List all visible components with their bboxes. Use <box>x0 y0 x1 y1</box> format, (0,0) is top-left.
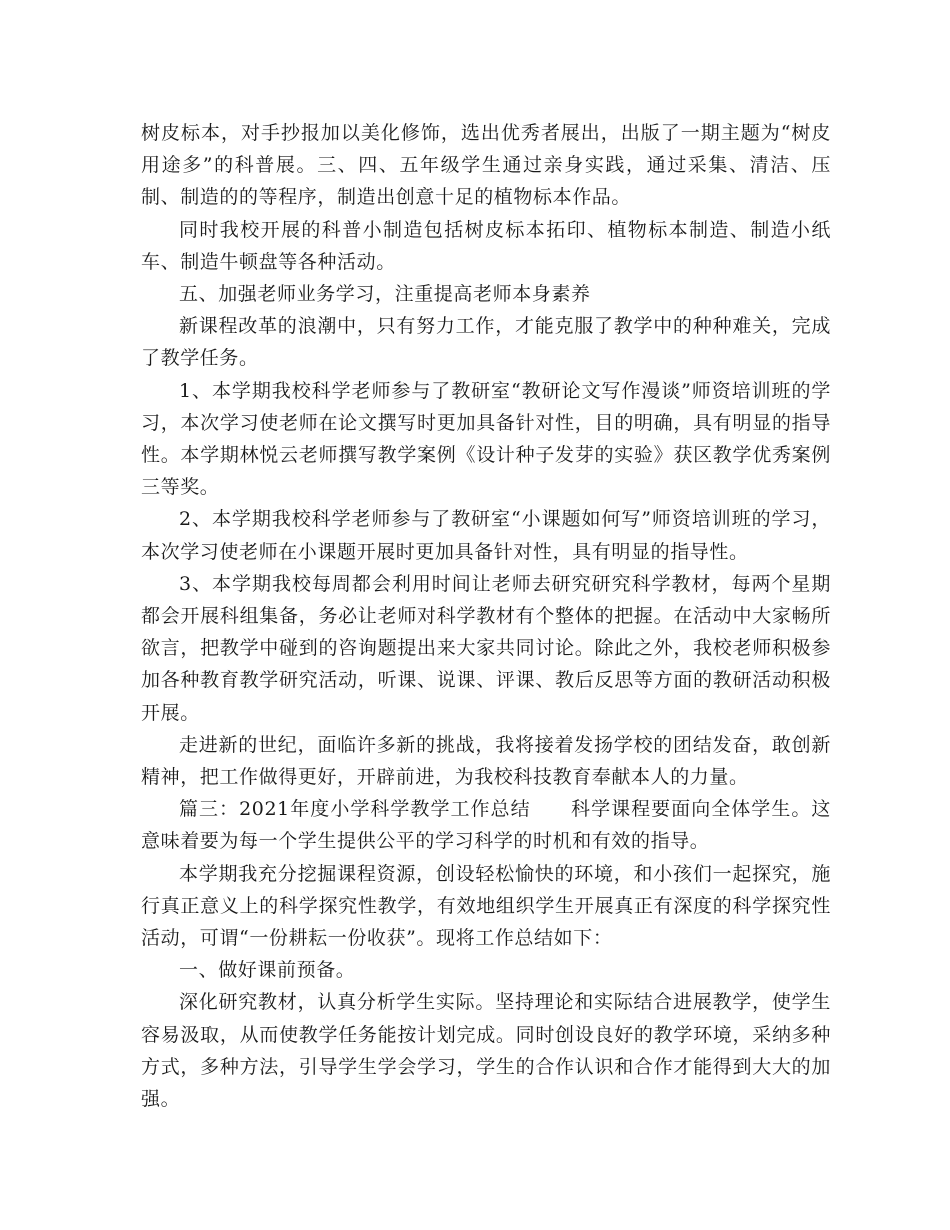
paragraph-continued: 树皮标本，对手抄报加以美化修饰，选出优秀者展出，出版了一期主题为“树皮用途多”的科普展。三、四、五年级学生通过亲身实践，通过采集、清洁、压制、制造的的等程序，制造出创意十足的植物标本作品。 <box>141 122 831 209</box>
list-item: 1、本学期我校科学老师参与了教研室“教研论文写作漫谈”师资培训班的学习，本次学习使老师在论文撰写时更加具备针对性，目的明确，具有明显的指导性。本学期林悦云老师撰写教学案例《设计种子发芽的实验》获区教学优秀案例三等奖。 <box>141 379 831 499</box>
section-lead: 科学课程要面向全体学生。这意味着要为每一个学生提供公平的学习科学的时机和有效的指导。 <box>141 798 831 853</box>
paragraph: 本学期我充分挖掘课程资源，创设轻松愉快的环境，和小孩们一起探究，施行真正意义上的科学探究性教学，有效地组织学生开展真正有深度的科学探究性活动，可谓“一份耕耘一份收获”。现将工作总结如下： <box>141 862 831 950</box>
section-heading: 一、做好课前预备。 <box>179 959 356 982</box>
list-item: 2、本学期我校科学老师参与了教研室“小课题如何写”师资培训班的学习，本次学习使老师在小课题开展时更加具备针对性，具有明显的指导性。 <box>141 508 831 563</box>
section-title: 篇三：2021年度小学科学教学工作总结 <box>179 798 531 821</box>
section-intro-paragraph <box>141 793 831 857</box>
document-body <box>141 117 831 1115</box>
paragraph: 深化研究教材，认真分析学生实际。坚持理论和实际结合进展教学，使学生容易汲取，从而使教学任务能按计划完成。同时创设良好的教学环境，采纳多种方式，多种方法，引导学生学会学习，学生的合作认识和合作才能得到大大的加强。 <box>141 991 831 1111</box>
paragraph: 走进新的世纪，面临许多新的挑战，我将接着发扬学校的团结发奋，敢创新精神，把工作做得更好，开辟前进，为我校科技教育奉献本人的力量。 <box>141 733 831 789</box>
section-heading: 五、加强老师业务学习，注重提高老师本身素养 <box>179 283 591 306</box>
list-item: 3、本学期我校每周都会利用时间让老师去研究研究科学教材，每两个星期都会开展科组集备，务必让老师对科学教材有个整体的把握。在活动中大家畅所欲言，把教学中碰到的咨询题提出来大家共同讨论。除此之外，我校老师积极参加各种教育教学研究活动，听课、说课、评课、教后反思等方面的教研活动积极开展。 <box>141 572 831 724</box>
paragraph: 新课程改革的浪潮中，只有努力工作，才能克服了教学中的种种难关，完成了教学任务。 <box>141 315 831 370</box>
paragraph: 同时我校开展的科普小制造包括树皮标本拓印、植物标本制造、制造小纸车、制造牛顿盘等各种活动。 <box>141 218 831 273</box>
